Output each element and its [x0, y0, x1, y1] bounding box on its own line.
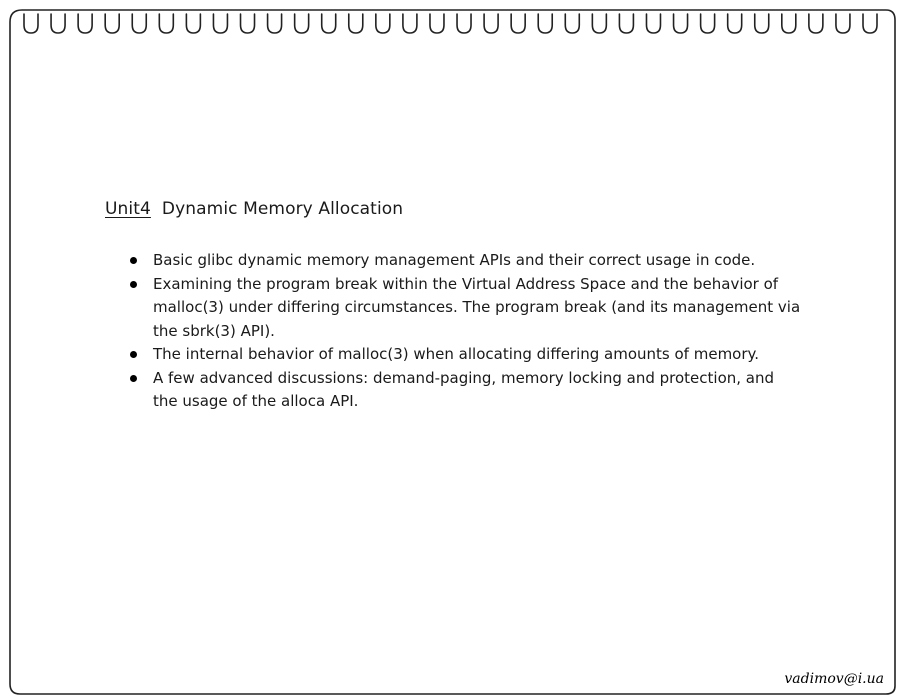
- binding-ring: [376, 14, 390, 33]
- binding-ring: [51, 14, 65, 33]
- binding-ring: [430, 14, 444, 33]
- binding-ring: [213, 14, 227, 33]
- binding-ring: [105, 14, 119, 33]
- binding-ring: [132, 14, 146, 33]
- topic-item: Basic glibc dynamic memory management APIs and their correct usage in code.: [153, 249, 803, 273]
- binding-ring: [538, 14, 552, 33]
- binding-ring: [295, 14, 309, 33]
- binding-ring: [728, 14, 742, 33]
- binding-ring: [349, 14, 363, 33]
- binding-ring: [836, 14, 850, 33]
- binding-ring: [701, 14, 715, 33]
- binding-ring: [782, 14, 796, 33]
- binding-ring: [322, 14, 336, 33]
- binding-ring: [403, 14, 417, 33]
- binding-ring: [268, 14, 282, 33]
- unit-title: Dynamic Memory Allocation: [161, 199, 404, 219]
- topic-item: The internal behavior of malloc(3) when allocating differing amounts of memory.: [153, 343, 803, 367]
- binding-ring: [457, 14, 471, 33]
- binding-ring: [24, 14, 38, 33]
- binding-ring: [186, 14, 200, 33]
- binding-ring: [809, 14, 823, 33]
- topic-item: Examining the program break within the Virtual Address Space and the behavior of malloc(3) under differing circumstances. The program break (and its management via the sbrk(3) API).: [153, 273, 803, 344]
- author-signature: vadimov@i.ua: [784, 671, 884, 687]
- binding-ring: [511, 14, 525, 33]
- unit-heading: [105, 199, 403, 219]
- binding-ring: [484, 14, 498, 33]
- topic-item: A few advanced discussions: demand-paging, memory locking and protection, and the usage of the alloca API.: [153, 367, 803, 414]
- binding-ring: [674, 14, 688, 33]
- binding-ring: [592, 14, 606, 33]
- binding-rings: [24, 14, 877, 33]
- binding-ring: [241, 14, 255, 33]
- binding-ring: [619, 14, 633, 33]
- binding-ring: [565, 14, 579, 33]
- binding-ring: [159, 14, 173, 33]
- binding-ring: [78, 14, 92, 33]
- topic-list: [153, 249, 803, 414]
- binding-ring: [755, 14, 769, 33]
- binding-ring: [863, 14, 877, 33]
- binding-ring: [646, 14, 660, 33]
- unit-label: Unit4: [105, 199, 151, 219]
